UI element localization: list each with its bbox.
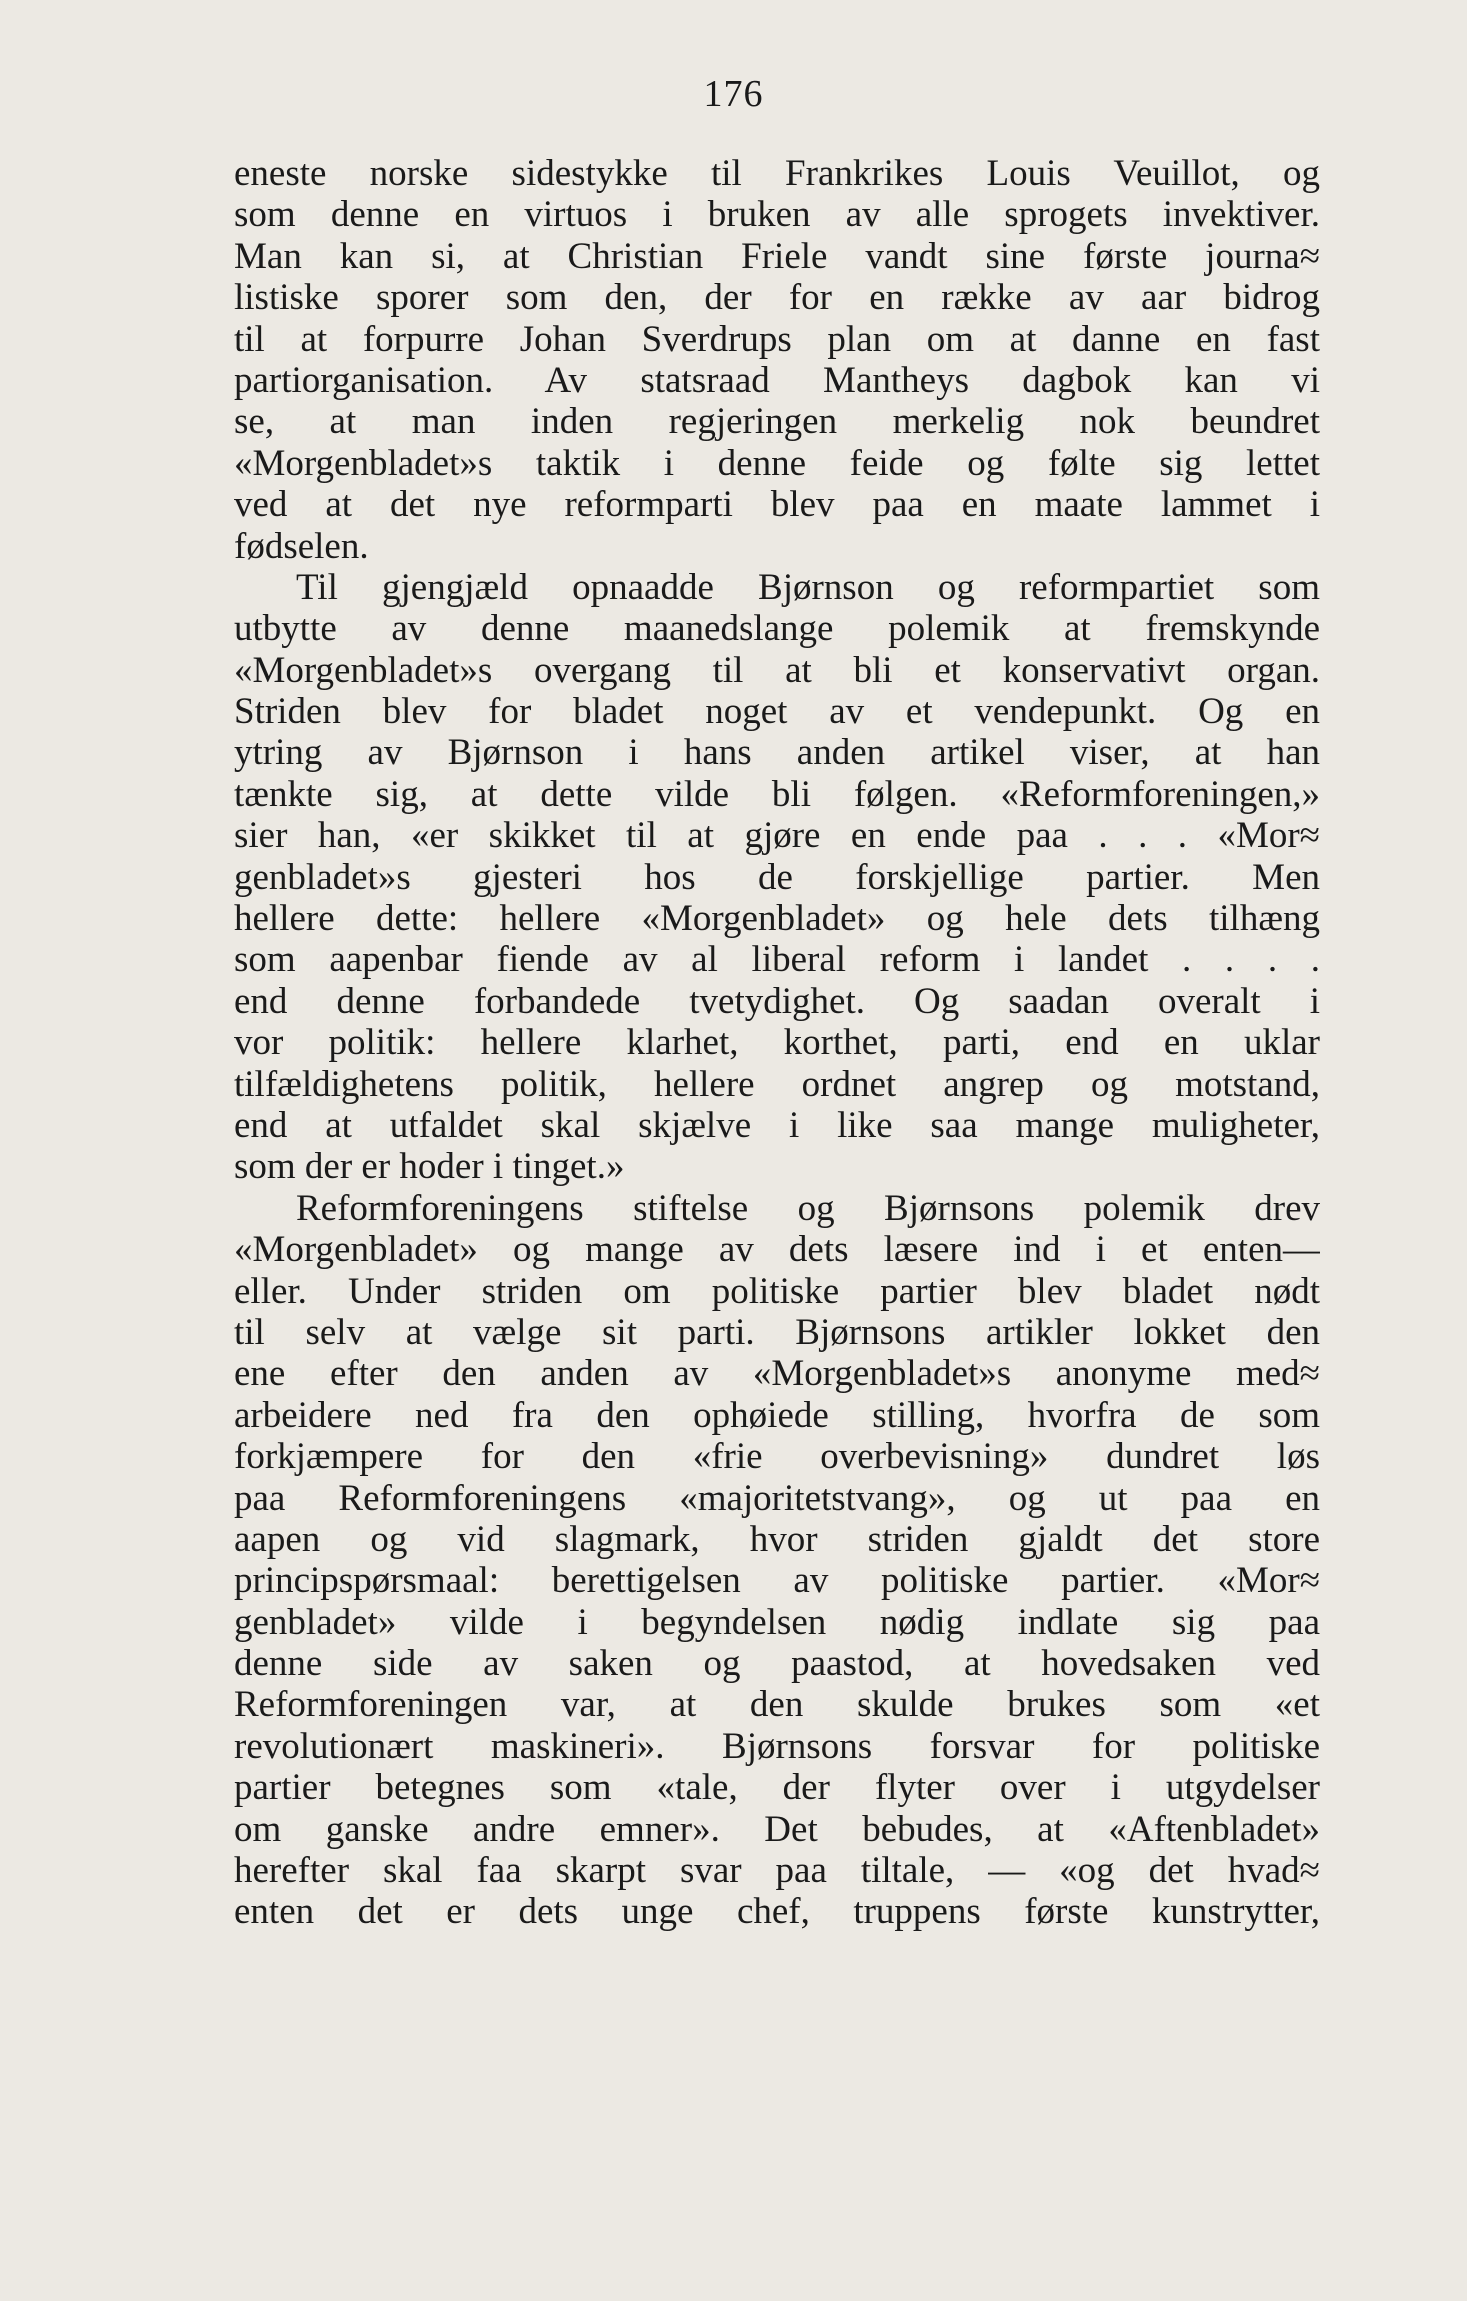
text-line: forkjæmpere for den «frie overbevisning» dundret løs [234,1436,1320,1478]
text-line: som der er hoder i tinget.» [234,1146,625,1188]
text-line: til at forpurre Johan Sverdrups plan om at danne en fast [234,318,1320,360]
text-line: som denne en virtuos i bruken av alle sprogets invektiver. [234,194,1320,236]
text-line: enten det er dets unge chef, truppens første kunstrytter, [234,1891,1320,1933]
text-line: Til gjengjæld opnaadde Bjørnson og reformpartiet som [296,566,1320,608]
text-line: eneste norske sidestykke til Frankrikes Louis Veuillot, og [234,153,1320,194]
text-line: revolutionært maskineri». Bjørnsons forsvar for politiske [234,1725,1320,1767]
text-line: om ganske andre emner». Det bebudes, at «Aftenbladet» [234,1808,1320,1850]
text-line: partiorganisation. Av statsraad Mantheys dagbok kan vi [234,359,1320,401]
text-line: utbytte av denne maanedslange polemik at fremskynde [234,608,1320,650]
text-line: fødselen. [234,525,369,567]
text-line: aapen og vid slagmark, hvor striden gjaldt det store [234,1518,1320,1560]
text-line: Striden blev for bladet noget av et vendepunkt. Og en [234,691,1320,733]
text-line: Man kan si, at Christian Friele vandt sine første journa≈ [234,235,1320,277]
text-line: denne side av saken og paastod, at hovedsaken ved [234,1643,1320,1685]
page-number: 176 [703,73,764,115]
text-line: end at utfaldet skal skjælve i like saa mange muligheter, [234,1104,1320,1146]
text-line: partier betegnes som «tale, der flyter over i utgydelser [234,1767,1320,1809]
text-line: tænkte sig, at dette vilde bli følgen. «Reformforeningen,» [234,773,1320,815]
text-line: genbladet» vilde i begyndelsen nødig indlate sig paa [234,1601,1320,1643]
text-line: Reformforeningen var, at den skulde brukes som «et [234,1684,1320,1726]
text-line: som aapenbar fiende av al liberal reform i landet . . . . [234,939,1320,981]
text-line: genbladet»s gjesteri hos de forskjellige partier. Men [234,856,1320,898]
text-line: vor politik: hellere klarhet, korthet, parti, end en uklar [234,1022,1320,1064]
text-line: se, at man inden regjeringen merkelig nok beundret [234,401,1320,443]
text-line: listiske sporer som den, der for en række av aar bidrog [234,277,1320,319]
text-line: eller. Under striden om politiske partier blev bladet nødt [234,1270,1320,1312]
text-line: Reformforeningens stiftelse og Bjørnsons polemik drev [296,1187,1320,1229]
text-line: til selv at vælge sit parti. Bjørnsons artikler lokket den [234,1311,1320,1353]
text-line: end denne forbandede tvetydighet. Og saadan overalt i [234,980,1320,1022]
text-line: hellere dette: hellere «Morgenbladet» og hele dets tilhæng [234,898,1320,940]
text-line: «Morgenbladet» og mange av dets læsere ind i et enten— [234,1229,1320,1271]
text-line: «Morgenbladet»s overgang til at bli et konservativt organ. [234,649,1320,691]
text-line: ved at det nye reformparti blev paa en maate lammet i [234,484,1320,526]
text-line: principspørsmaal: berettigelsen av politiske partier. «Mor≈ [234,1560,1320,1602]
text-line: arbeidere ned fra den ophøiede stilling, hvorfra de som [234,1394,1320,1436]
text-line: ytring av Bjørnson i hans anden artikel viser, at han [234,732,1320,774]
text-line: herefter skal faa skarpt svar paa tiltale, — «og det hvad≈ [234,1850,1320,1892]
text-line: tilfældighetens politik, hellere ordnet angrep og motstand, [234,1063,1320,1105]
text-line: sier han, «er skikket til at gjøre en ende paa . . . «Mor≈ [234,815,1320,857]
body-text [234,153,1320,1933]
text-line: ene efter den anden av «Morgenbladet»s anonyme med≈ [234,1353,1320,1395]
text-line: «Morgenbladet»s taktik i denne feide og følte sig lettet [234,442,1320,484]
text-line: paa Reformforeningens «majoritetstvang», og ut paa en [234,1477,1320,1519]
